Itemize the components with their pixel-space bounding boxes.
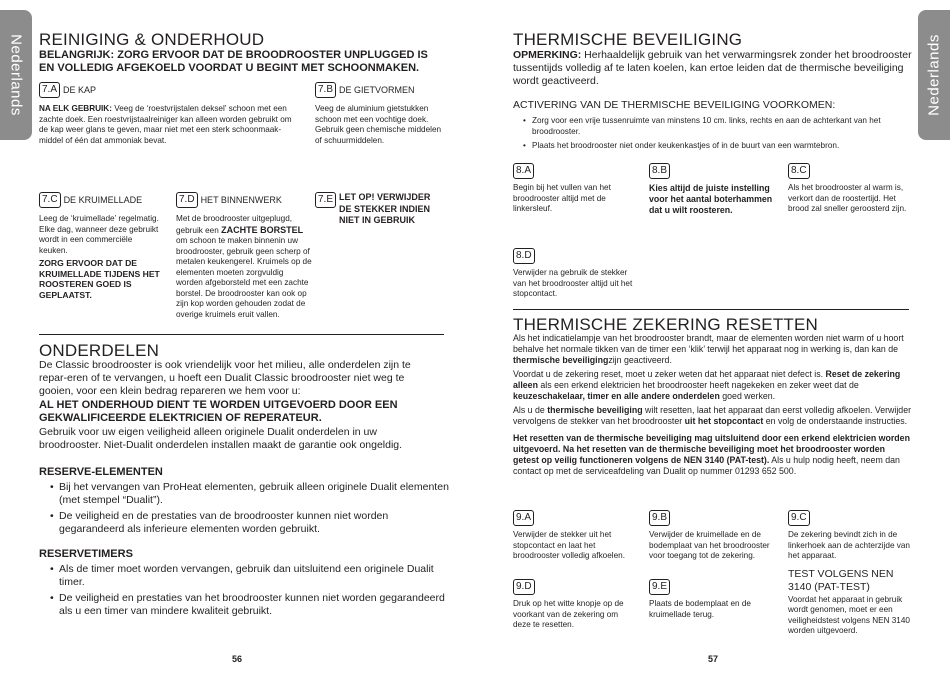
section-bold: ZORG ERVOOR DAT DE KRUIMELLADE TIJDENS HET ROOSTEREN GOED IS GEPLAATST. bbox=[39, 258, 160, 300]
step-9b bbox=[649, 507, 779, 562]
step-text: Druk op het witte knopje op de voorkant van de zekering om deze te resetten. bbox=[513, 599, 624, 629]
section-7e bbox=[315, 192, 445, 227]
step-8a bbox=[513, 160, 638, 215]
list-item: • Bij het vervangen van ProHeat elementen, gebruik alleen originele Dualit elementen (met stempel “Dualit”). bbox=[59, 481, 449, 507]
reset-bold: thermische beveiliging bbox=[513, 355, 609, 365]
page-number: 57 bbox=[708, 654, 719, 664]
list-item: • De veiligheid en prestaties van het broodrooster kunnen niet worden gegarandeerd als u een timer van mindere kwaliteit gebruikt. bbox=[59, 592, 449, 618]
step-text: Verwijder de stekker uit het stopcontact en laat het broodrooster volledig afkoelen. bbox=[513, 530, 625, 560]
step-badge: 9.A bbox=[513, 510, 534, 526]
cleaning-warning: BELANGRIJK: ZORG ERVOOR DAT DE BROODROOSTER UNPLUGGED IS EN VOLLEDIG AFGEKOELD VOORDAT U BEGINT MET SCHOONMAKEN. bbox=[39, 49, 428, 74]
step-8d bbox=[513, 245, 638, 300]
page-number: 56 bbox=[232, 654, 243, 664]
language-tab-right[interactable] bbox=[918, 10, 950, 140]
step-badge: 7.E bbox=[315, 192, 336, 208]
section-7c bbox=[39, 192, 163, 300]
reset-bold: Reset de zekering alleen bbox=[513, 369, 901, 390]
step-9c bbox=[788, 507, 918, 637]
step-text: De zekering bevindt zich in de linkerhoek aan de achterzijde van het apparaat. bbox=[788, 530, 910, 560]
step-text: Verwijder de kruimellade en de bodemplaat van het broodrooster voor toegang tot de zekering. bbox=[649, 530, 770, 560]
step-text: Verwijder na gebruik de stekker van het broodrooster altijd uit het stopcontact. bbox=[513, 268, 633, 298]
reset-contact: Als u hulp nodig heeft, neem dan contact op met de serviceafdeling van Dualit op nummer 01293 652 500. bbox=[513, 455, 900, 476]
step-badge: 8.D bbox=[513, 248, 535, 264]
step-badge: 7.B bbox=[315, 82, 336, 98]
section-text: Veeg de ‘roestvrijstalen deksel’ schoon met een zachte doek. Een roestvrijstaalreiniger kan alleen worden gebruikt om de kap weer glans te geven, maar niet met een sterk schoonmaak-middel of één dat ammoniak bevat. bbox=[39, 104, 292, 145]
reserve-title: RESERVE-ELEMENTEN bbox=[39, 466, 163, 478]
reset-text-2e: goed werken. bbox=[719, 391, 776, 401]
cleaning-title: REINIGING & ONDERHOUD bbox=[39, 30, 265, 49]
section-text: Met de broodrooster uitgeplugd, gebruik een bbox=[176, 214, 293, 235]
reset-bold: thermische beveiliging bbox=[547, 405, 643, 415]
parts-intro: De Classic broodrooster is ook vriendelijk voor het milieu, alle onderdelen zijn te repar-eren of te vervangen, u hoeft een Dualit Classic broodrooster niet weg te gooien, voor een klein bedrag repareren we hem voor u: bbox=[39, 359, 411, 397]
step-badge: 7.A bbox=[39, 82, 60, 98]
list-item: • Zorg voor een vrije tussenruimte van minstens 10 cm. links, rechts en aan de achterkant van het broodrooster. bbox=[532, 116, 912, 137]
thermal-note bbox=[513, 49, 913, 88]
section-label: DE KRUIMELLADE bbox=[63, 195, 143, 205]
note-text: Herhaaldelijk gebruik van het verwarmingsrek zonder het broodrooster tussentijds volledig af te laten koelen, kan ertoe leiden dat de thermische beveiliging wordt geactiveerd. bbox=[513, 49, 912, 87]
reset-bold: keuzeschakelaar, timer en alle andere onderdelen bbox=[513, 391, 720, 401]
step-badge: 8.A bbox=[513, 163, 534, 179]
step-9e bbox=[649, 576, 774, 620]
language-tab-label: Nederlands bbox=[7, 34, 25, 116]
reset-text-2: Voordat u de zekering reset, moet u zeker weten dat het apparaat niet defect is. bbox=[513, 369, 826, 379]
timers-title: RESERVETIMERS bbox=[39, 548, 133, 560]
section-label: DE KAP bbox=[63, 85, 97, 95]
activation-list bbox=[522, 116, 912, 155]
step-text: Als het broodrooster al warm is, verkort dan de roostertijd. Het brood zal sneller geroosterd zijn. bbox=[788, 183, 907, 213]
warning-text: LET OP! VERWIJDER DE STEKKER INDIEN NIET IN GEBRUIK bbox=[339, 192, 431, 225]
divider bbox=[39, 334, 444, 335]
timers-list bbox=[49, 563, 449, 621]
reset-text-1c: zijn geactiveerd. bbox=[608, 355, 672, 365]
list-item: • De veiligheid en de prestaties van de broodrooster kunnen niet worden gegarandeerd als inferieure elementen worden gebruikt. bbox=[59, 510, 449, 536]
step-text: Begin bij het vullen van het broodrooster altijd met de linkersleuf. bbox=[513, 183, 611, 213]
section-7d bbox=[176, 192, 312, 320]
activation-title: ACTIVERING VAN DE THERMISCHE BEVEILIGING VOORKOMEN: bbox=[513, 99, 836, 111]
step-8b bbox=[649, 160, 774, 216]
parts-text: Gebruik voor uw eigen veiligheid alleen originele Dualit onderdelen in uw broodrooster. Niet-Dualit onderdelen installen maakt de garantie ook ongeldig. bbox=[39, 426, 403, 451]
list-item: • Plaats het broodrooster niet onder keukenkastjes of in de buurt van een warmtebron. bbox=[532, 141, 912, 152]
parts-title: ONDERDELEN bbox=[39, 341, 160, 360]
step-badge: 9.D bbox=[513, 579, 535, 595]
parts-warning: AL HET ONDERHOUD DIENT TE WORDEN UITGEVOERD DOOR EEN GEKWALIFICEERDE ELEKTRICIEN OF REPERATEUR. bbox=[39, 399, 398, 424]
test-text: Voordat het apparaat in gebruik wordt genomen, moet er een veiligheidstest volgens NEN 3140 worden uitgevoerd. bbox=[788, 594, 910, 635]
test-title: TEST VOLGENS NEN 3140 (PAT-TEST) bbox=[788, 567, 894, 593]
reset-text-3c: wilt resetten, laat het apparaat dan eerst volledig afkoelen. Verwijder vervolgens de stekker van het broodrooster bbox=[513, 405, 912, 426]
section-bold: ZACHTE BORSTEL bbox=[221, 224, 304, 235]
reset-text bbox=[513, 333, 913, 477]
reset-text-3: Als u de bbox=[513, 405, 548, 415]
reset-title: THERMISCHE ZEKERING RESETTEN bbox=[513, 315, 819, 334]
step-badge: 9.C bbox=[788, 510, 810, 526]
section-text: Leeg de ‘kruimellade’ regelmatig. Elke dag, wanneer deze gebruikt wordt in een commerciële keuken. bbox=[39, 214, 159, 255]
section-lead: NA ELK GEBRUIK: bbox=[39, 104, 112, 113]
thermal-title: THERMISCHE BEVEILIGING bbox=[513, 30, 743, 49]
reset-bold: uit het stopcontact bbox=[684, 416, 764, 426]
step-badge: 7.D bbox=[176, 192, 198, 208]
section-7a bbox=[39, 82, 299, 146]
step-text: Plaats de bodemplaat en de kruimellade terug. bbox=[649, 599, 751, 619]
divider bbox=[513, 309, 909, 310]
step-badge: 7.C bbox=[39, 192, 61, 208]
language-tab-label: Nederlands bbox=[925, 34, 943, 116]
reset-warning: Het resetten van de thermische beveiliging mag uitsluitend door een erkend elektricien worden uitgevoerd. Na het resetten van de thermische beveiliging moet het broodrooster worden getest op veilig functioneren volgens de NEN 3140 (PAT-test). bbox=[513, 433, 910, 465]
reserve-list bbox=[49, 481, 449, 539]
language-tab-left[interactable] bbox=[0, 10, 32, 140]
step-badge: 9.E bbox=[649, 579, 670, 595]
reset-text-3e: en volg de onderstaande instructies. bbox=[763, 416, 908, 426]
reset-text-1: Als het indicatielampje van het broodrooster brandt, maar de elementen worden niet warm of u hoort behalve het normale tikken van de timer een ‘klik’ terwijl het apparaat nog in werking is, dan kan de bbox=[513, 333, 904, 354]
step-badge: 8.B bbox=[649, 163, 670, 179]
step-text: Kies altijd de juiste instelling voor het aantal boterhammen dat u wilt roosteren. bbox=[649, 183, 773, 215]
step-9a bbox=[513, 507, 638, 562]
section-label: HET BINNENWERK bbox=[200, 195, 282, 205]
list-item: • Als de timer moet worden vervangen, gebruik dan uitsluitend een originele Dualit timer. bbox=[59, 563, 449, 589]
reset-text-2c: als een erkend elektricien het broodrooster heeft nagekeken en zeker weet dat de bbox=[537, 380, 859, 390]
section-text: Veeg de aluminium gietstukken schoon met een vochtige doek. Gebruik geen chemische middelen of schuurmiddelen. bbox=[315, 104, 442, 145]
step-8c bbox=[788, 160, 916, 215]
section-label: DE GIETVORMEN bbox=[339, 85, 415, 95]
section-7b bbox=[315, 82, 445, 146]
step-badge: 9.B bbox=[649, 510, 670, 526]
step-9d bbox=[513, 576, 638, 631]
section-text: om schoon te maken binnenin uw broodrooster, gebruik geen scherp of metalen keukengereI. Kruimels op de elementen moeten zorgvuldig worden afgeborsteld met een zachte borstel. De broodrooster kan ook op zijn kop worden gehouden zodat de overige kruimels eruit vallen. bbox=[176, 236, 312, 319]
note-lead: OPMERKING: bbox=[513, 49, 582, 61]
right-page bbox=[475, 0, 950, 674]
step-badge: 8.C bbox=[788, 163, 810, 179]
